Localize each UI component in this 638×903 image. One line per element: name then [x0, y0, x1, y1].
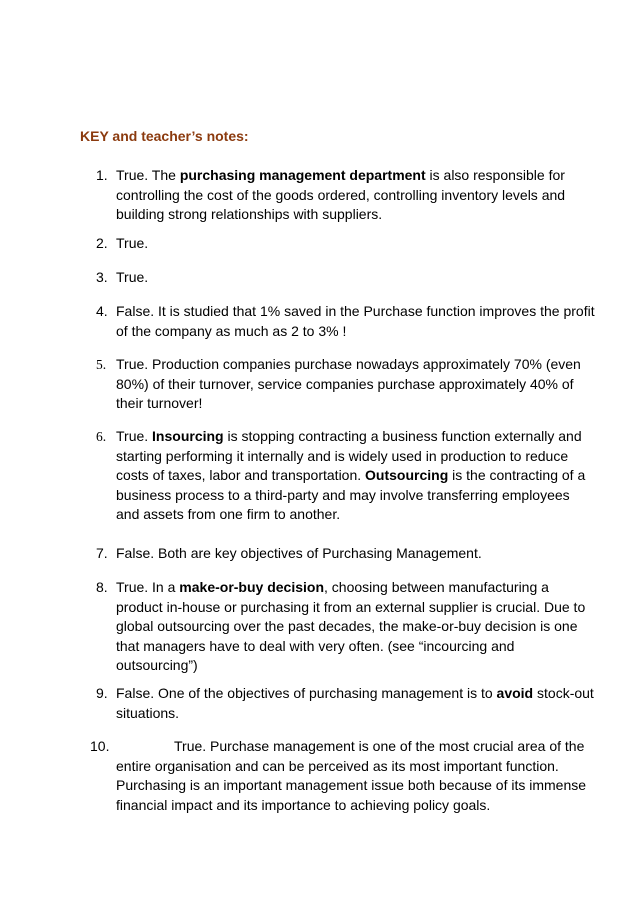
answer-item-9 [96, 684, 596, 723]
item-number: 4. [96, 303, 108, 319]
item-text: False. One of the objectives of purchasing management is to avoid stock-out situations. [116, 685, 594, 721]
item-text: True. In a make-or-buy decision, choosing between manufacturing a product in-house or purchasing it from an external supplier is crucial. Due to global outsourcing over the past decades, the make-or-buy decision is one that managers have to deal with very often. (see “incourcing and outsourcing”) [116, 579, 586, 673]
item-number: 6. [96, 429, 107, 444]
item-number: 8. [96, 579, 108, 595]
item-text: False. Both are key objectives of Purchasing Management. [116, 545, 482, 561]
answer-item-7 [96, 544, 596, 564]
item-text: True. The purchasing management department is also responsible for controlling the cost of the goods ordered, controlling inventory levels and building strong relationships with suppliers. [116, 167, 566, 222]
answer-item-3 [96, 268, 596, 288]
item-number: 2. [96, 235, 108, 251]
answer-item-5 [96, 355, 596, 414]
item-number: 10. [90, 738, 110, 754]
answer-item-6 [96, 427, 596, 525]
answer-item-2 [96, 234, 596, 254]
item-number: 1. [96, 167, 108, 183]
answer-item-10 [90, 737, 596, 815]
item-text: True. Insourcing is stopping contracting a business function externally and starting performing it internally and is widely used in production to reduce costs of taxes, labor and transportation. Outsourcing is the contracting of a business process to a third-party and may involve transferring employees and assets from one firm to another. [116, 428, 586, 522]
answer-item-4 [96, 302, 596, 341]
item-text: True. Purchase management is one of the most crucial area of the entire organisation and can be perceived as its most important function. Purchasing is an important management issue both because of its immense financial impact and its importance to achieving policy goals. [116, 738, 587, 813]
item-text: True. Production companies purchase nowadays approximately 70% (even 80%) of their turnover, service companies purchase approximately 40% of their turnover! [116, 356, 581, 411]
item-text: True. [116, 235, 149, 251]
answer-item-1 [96, 166, 596, 225]
item-number: 9. [96, 685, 108, 701]
item-number: 3. [96, 269, 108, 285]
answer-item-8 [96, 578, 596, 676]
page-heading: KEY and teacher’s notes: [80, 128, 249, 144]
item-text: True. [116, 269, 149, 285]
item-text: False. It is studied that 1% saved in the Purchase function improves the profit of the company as much as 2 to 3% ! [116, 303, 595, 339]
item-number: 7. [96, 545, 108, 561]
item-number: 5. [96, 357, 107, 372]
